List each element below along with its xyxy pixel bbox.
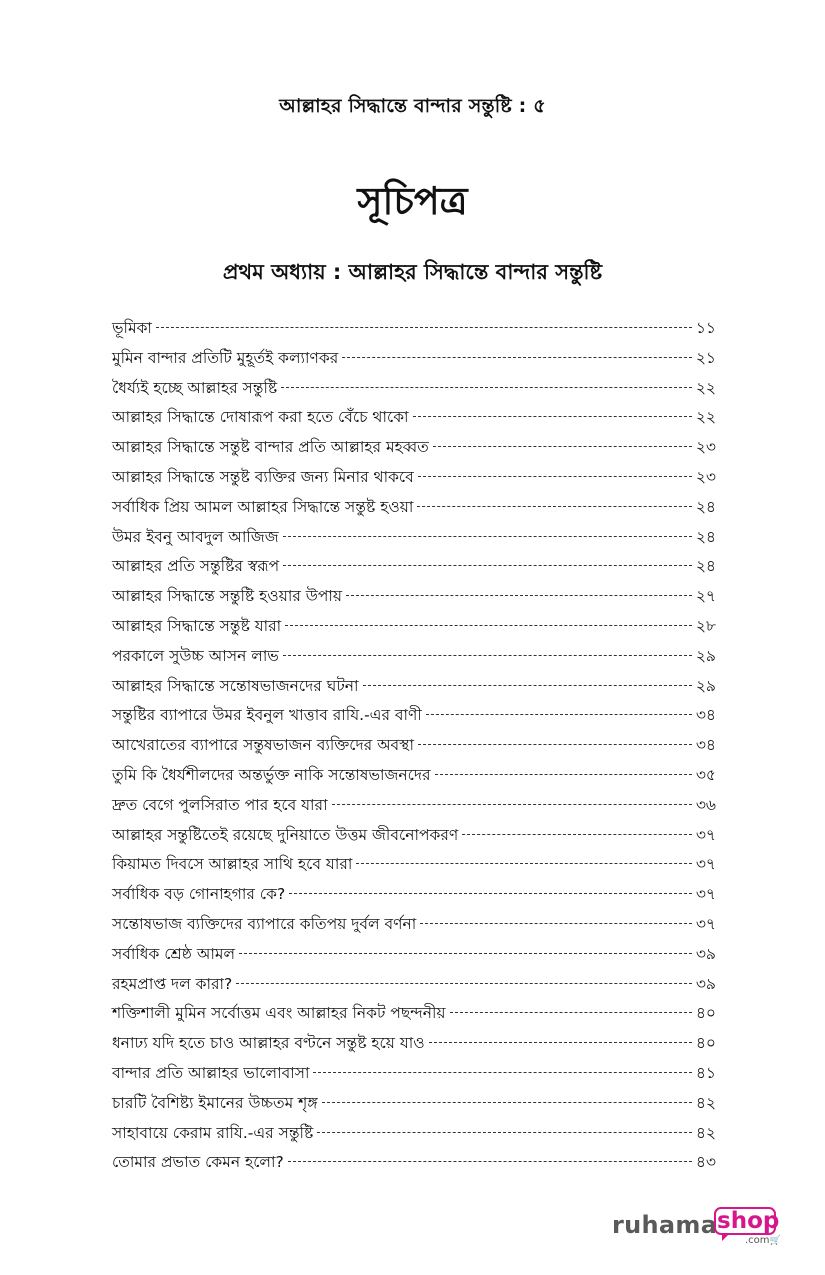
logo-domain-suffix: .com <box>745 1235 770 1246</box>
toc-entry-label: ভূমিকা <box>112 319 152 337</box>
running-header: আল্লাহর সিদ্ধান্তে বান্দার সন্তুষ্টি : ৫ <box>279 95 546 117</box>
dotted-leader <box>363 685 692 686</box>
toc-entry-label: মুমিন বান্দার প্রতিটি মুহূর্তই কল্যাণকর <box>112 348 339 367</box>
toc-entry-page-number: ২২ <box>695 408 716 427</box>
toc-entry-label: রহমপ্রাপ্ত দল কারা? <box>112 974 233 993</box>
chapter-title: প্রথম অধ্যায় : আল্লাহর সিদ্ধান্তে বান্দার সন্তুষ্টি <box>222 260 603 284</box>
toc-entry-page-number: ২৪ <box>695 527 716 546</box>
toc-entry-label: তুমি কি ধৈর্যশীলদের অন্তর্ভুক্ত নাকি সন্তোষভাজনদের <box>112 765 431 784</box>
toc-entry-page-number: ৩৪ <box>695 706 716 725</box>
toc-entry-label: সর্বাধিক শ্রেষ্ঠ আমল <box>112 944 236 963</box>
toc-entry-page-number: ৪১ <box>695 1063 716 1082</box>
toc-entry-label: বান্দার প্রতি আল্লাহর ভালোবাসা <box>112 1063 310 1082</box>
toc-entry[interactable] <box>112 1001 716 1031</box>
toc-entry-page-number: ৪০ <box>695 1004 716 1023</box>
toc-entry-label: সন্তোষভাজ ব্যক্তিদের ব্যাপারে কতিপয় দুর্বল বর্ণনা <box>112 914 417 933</box>
toc-entry-label: আল্লাহর সন্তুষ্টিতেই রয়েছে দুনিয়াতে উত্তম জীবনোপকরণ <box>112 825 459 844</box>
toc-entry-page-number: ৩৭ <box>695 914 716 933</box>
toc-entry-label: ধনাঢ্য যদি হতে চাও আল্লাহর বণ্টনে সন্তুষ্ট হয়ে যাও <box>112 1034 425 1053</box>
toc-entry-page-number: ২৭ <box>695 587 716 606</box>
toc-entry-page-number: ২৩ <box>695 438 716 457</box>
toc-entry-page-number: ৩৯ <box>695 974 716 993</box>
toc-entry[interactable] <box>112 912 716 942</box>
toc-entry[interactable] <box>112 852 716 882</box>
dotted-leader <box>313 1072 692 1073</box>
toc-entry-label: কিয়ামত দিবসে আল্লাহর সাথি হবে যারা <box>112 855 353 874</box>
dotted-leader <box>417 506 692 507</box>
toc-entry-page-number: ৩৭ <box>695 825 716 844</box>
toc-entry[interactable] <box>112 644 716 674</box>
toc-entry-page-number: ২১ <box>695 348 716 367</box>
toc-entry[interactable] <box>112 554 716 584</box>
toc-entry-page-number: ৪২ <box>695 1093 716 1112</box>
logo-text-shop: shop <box>717 1208 780 1234</box>
toc-entry-page-number: ৩৭ <box>695 885 716 904</box>
toc-entry-label: সাহাবায়ে কেরাম রাযি.-এর সন্তুষ্টি <box>112 1123 314 1142</box>
toc-entry-page-number: ২২ <box>695 378 716 397</box>
dotted-leader <box>413 416 692 417</box>
toc-entry[interactable] <box>112 316 716 346</box>
dotted-leader <box>418 744 692 745</box>
logo-text-domain <box>745 1235 781 1246</box>
toc-entry[interactable] <box>112 525 716 555</box>
toc-entry-label: পরকালে সুউচ্চ আসন লাভ <box>112 646 279 665</box>
toc-entry[interactable] <box>112 614 716 644</box>
toc-entry[interactable] <box>112 405 716 435</box>
dotted-leader <box>356 863 692 864</box>
toc-entry[interactable] <box>112 674 716 704</box>
toc-entry[interactable] <box>112 972 716 1002</box>
dotted-leader <box>418 476 692 477</box>
toc-entry-label: আল্লাহর সিদ্ধান্তে সন্তুষ্টি হওয়ার উপায় <box>112 587 342 606</box>
toc-entry-label: আল্লাহর প্রতি সন্তুষ্টির স্বরূপ <box>112 557 280 576</box>
toc-entry[interactable] <box>112 1091 716 1121</box>
toc-entry[interactable] <box>112 435 716 465</box>
toc-entry-page-number: ৩৭ <box>695 855 716 874</box>
dotted-leader <box>450 1012 692 1013</box>
dotted-leader <box>317 1132 692 1133</box>
logo-text-ruhama: ruhama <box>612 1211 718 1239</box>
toc-entry-label: সর্বাধিক বড় গোনাহগার কে? <box>112 885 286 904</box>
toc-entry[interactable] <box>112 465 716 495</box>
toc-entry-page-number: ২৯ <box>695 646 716 665</box>
toc-entry[interactable] <box>112 1061 716 1091</box>
toc-entry-page-number: ২৯ <box>695 676 716 695</box>
toc-entry-label: উমর ইবনু আবদুল আজিজ <box>112 527 279 546</box>
dotted-leader <box>322 1102 692 1103</box>
toc-entry[interactable] <box>112 733 716 763</box>
toc-entry-page-number: ২৪ <box>695 497 716 516</box>
toc-entry[interactable] <box>112 495 716 525</box>
dotted-leader <box>283 565 692 566</box>
toc-entry-label: আল্লাহর সিদ্ধান্তে সন্তুষ্ট যারা <box>112 616 282 635</box>
toc-entry[interactable] <box>112 376 716 406</box>
toc-entry-page-number: ২৮ <box>695 616 716 635</box>
dotted-leader <box>426 714 692 715</box>
toc-entry[interactable] <box>112 584 716 614</box>
toc-entry-page-number: ৪৩ <box>695 1153 716 1172</box>
dotted-leader <box>435 774 692 775</box>
toc-entry[interactable] <box>112 1150 716 1180</box>
dotted-leader <box>429 1042 692 1043</box>
toc-entry-label: দ্রুত বেগে পুলসিরাত পার হবে যারা <box>112 795 328 814</box>
dotted-leader <box>288 1161 692 1162</box>
toc-entry-label: সর্বাধিক প্রিয় আমল আল্লাহর সিদ্ধান্তে সন্তুষ্ট হওয়া <box>112 497 414 516</box>
toc-entry[interactable] <box>112 793 716 823</box>
toc-entry[interactable] <box>112 882 716 912</box>
toc-entry-page-number: ৩৪ <box>695 736 716 755</box>
dotted-leader <box>281 387 692 388</box>
toc-entry-label: আল্লাহর সিদ্ধান্তে সন্তুষ্ট বান্দার প্রতি আল্লাহর মহব্বত <box>112 438 429 457</box>
toc-entry-page-number: ৩৬ <box>695 795 716 814</box>
toc-entry-page-number: ৩৫ <box>695 765 716 784</box>
toc-entry-label: ধৈর্য্যই হচ্ছে আল্লাহর সন্তুষ্টি <box>112 378 278 397</box>
toc-entry-label: তোমার প্রভাত কেমন হলো? <box>112 1153 284 1172</box>
toc-entry-label: আখেরাতের ব্যাপারে সন্তুষভাজন ব্যক্তিদের অবস্থা <box>112 736 414 755</box>
toc-entry[interactable] <box>112 346 716 376</box>
toc-entry-page-number: ৪২ <box>695 1123 716 1142</box>
toc-entry[interactable] <box>112 703 716 733</box>
toc-entry-page-number: ৪০ <box>695 1034 716 1053</box>
publisher-logo <box>612 1207 782 1247</box>
toc-entry-label: সন্তুষ্টির ব্যাপারে উমর ইবনুল খাত্তাব রাযি.-এর বাণী <box>112 706 422 725</box>
toc-entry-label: আল্লাহর সিদ্ধান্তে সন্তোষভাজনদের ঘটনা <box>112 676 359 695</box>
dotted-leader <box>236 983 692 984</box>
dotted-leader <box>289 893 692 894</box>
toc-entry-label: চারটি বৈশিষ্ট্য ইমানের উচ্চতম শৃঙ্গ <box>112 1093 318 1112</box>
dotted-leader <box>332 804 692 805</box>
dotted-leader <box>239 953 692 954</box>
dotted-leader <box>283 536 692 537</box>
cart-icon: 🛒 <box>769 1236 781 1246</box>
toc-entry-label: আল্লাহর সিদ্ধান্তে সন্তুষ্ট ব্যক্তির জন্য মিনার থাকবে <box>112 467 414 486</box>
dotted-leader <box>283 655 692 656</box>
toc-entry[interactable] <box>112 942 716 972</box>
toc-title: সূচিপত্র <box>357 179 468 223</box>
toc-entry[interactable] <box>112 823 716 853</box>
toc-entry-label: আল্লাহর সিদ্ধান্তে দোষারূপ করা হতে বেঁচে থাকো <box>112 408 409 427</box>
dotted-leader <box>346 595 692 596</box>
toc-entry[interactable] <box>112 1031 716 1061</box>
dotted-leader <box>462 834 692 835</box>
toc-entry-page-number: ৩৯ <box>695 944 716 963</box>
dotted-leader <box>420 923 692 924</box>
dotted-leader <box>433 446 692 447</box>
toc-entry-page-number: ১১ <box>695 319 716 337</box>
toc-list <box>112 316 716 1180</box>
toc-entry[interactable] <box>112 1121 716 1151</box>
toc-entry-label: শক্তিশালী মুমিন সর্বোত্তম এবং আল্লাহর নিকট পছন্দনীয় <box>112 1004 446 1023</box>
toc-entry[interactable] <box>112 763 716 793</box>
dotted-leader <box>342 357 692 358</box>
toc-entry-page-number: ২৩ <box>695 467 716 486</box>
dotted-leader <box>156 327 692 328</box>
dotted-leader <box>285 625 692 626</box>
toc-entry-page-number: ২৪ <box>695 557 716 576</box>
